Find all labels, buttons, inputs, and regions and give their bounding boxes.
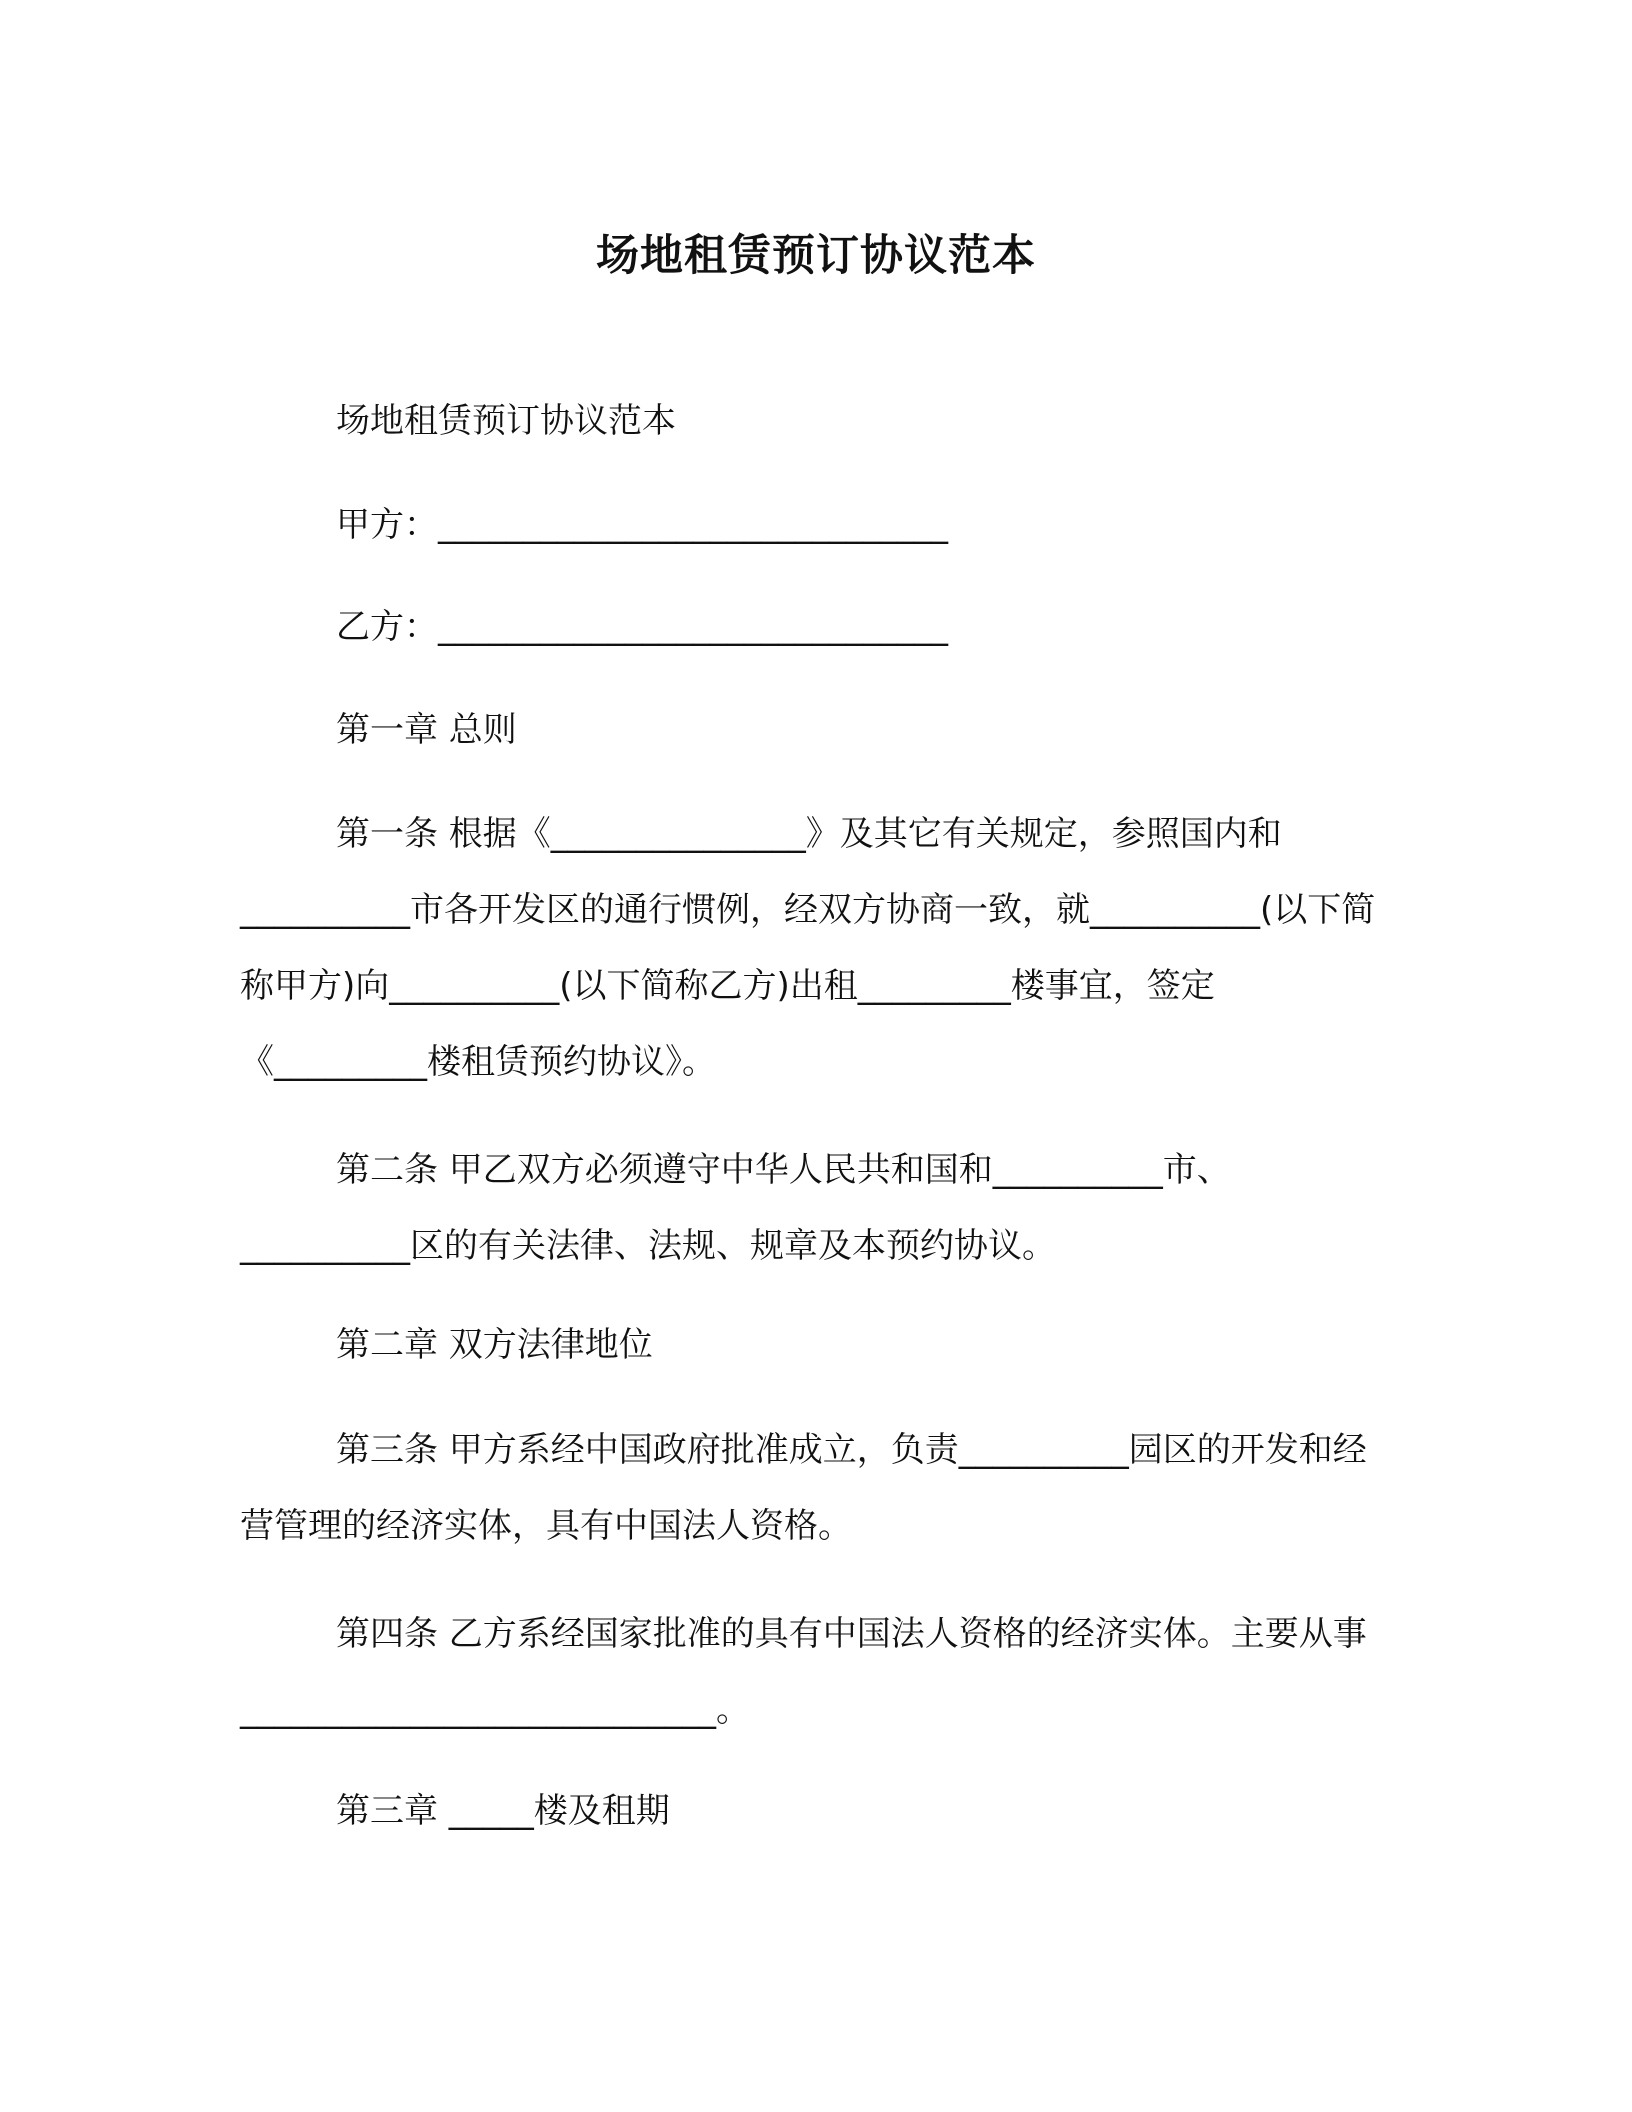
article-4-block — [240, 1596, 1390, 1748]
document-subtitle: 场地租赁预订协议范本 — [336, 401, 676, 441]
chapter-1-heading: 第一章 总则 — [336, 710, 517, 750]
article-1: 第一条 根据《_______________》及其它有关规定，参照国内和__________市各开发区的通行惯例，经双方协商一致，就__________(以下简称甲方)向__________(以下简称乙方)出租_________楼事宜，签定《_________楼租赁预约协议》。 — [240, 814, 1376, 1082]
chapter-2-heading: 第二章 双方法律地位 — [336, 1325, 653, 1365]
document-title: 场地租赁预订协议范本 — [596, 231, 1036, 281]
chapter-3-heading: 第三章 _____楼及租期 — [336, 1791, 670, 1831]
party-b-line: 乙方：______________________________ — [336, 607, 948, 647]
party-a-line: 甲方：______________________________ — [336, 505, 948, 545]
article-3: 第三条 甲方系经中国政府批准成立，负责__________园区的开发和经营管理的经济实体，具有中国法人资格。 — [240, 1430, 1367, 1546]
article-2: 第二条 甲乙双方必须遵守中华人民共和国和__________市、__________区的有关法律、法规、规章及本预约协议。 — [240, 1150, 1231, 1266]
article-1-block — [240, 796, 1390, 1100]
article-2-block — [240, 1132, 1390, 1284]
article-4: 第四条 乙方系经国家批准的具有中国法人资格的经济实体。主要从事____________________________。 — [240, 1614, 1367, 1730]
article-3-block — [240, 1412, 1390, 1564]
